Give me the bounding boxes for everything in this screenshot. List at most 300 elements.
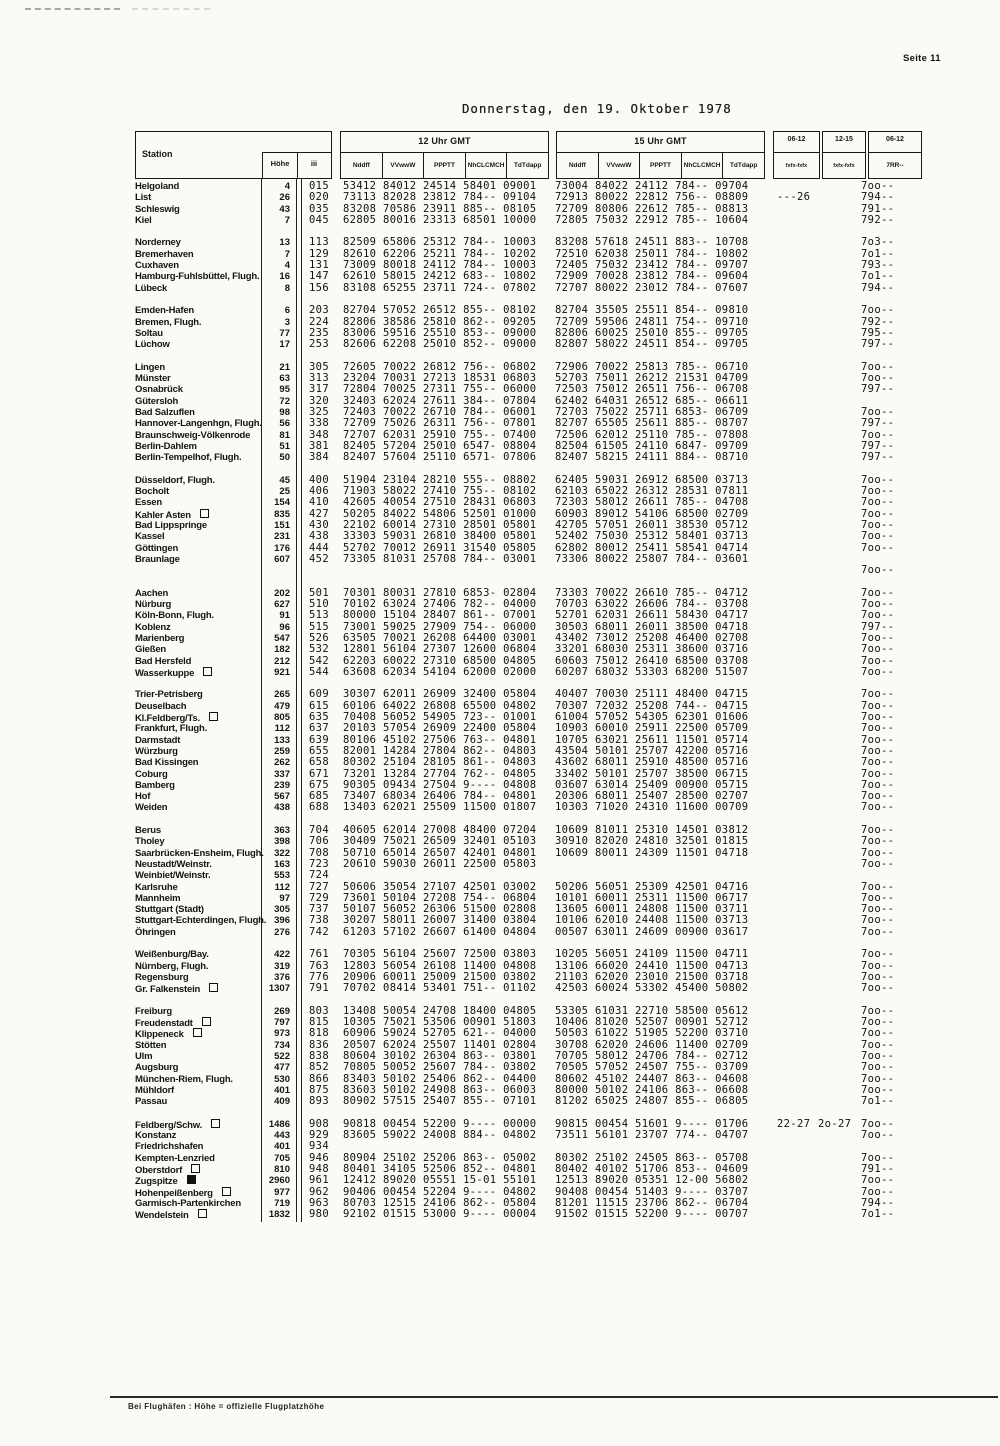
precip-7rr-value: 7oo-- xyxy=(861,1049,895,1062)
col-0612-label: 06-12 xyxy=(787,136,806,143)
table-row xyxy=(135,452,935,463)
station-name: Emden-Hafen xyxy=(135,305,195,317)
obs-12utc-groups: 80302 25104 28105 861-- 04803 xyxy=(343,756,537,769)
station-name: Köln-Bonn, Flugh. xyxy=(135,610,214,622)
gust-0612-value xyxy=(751,441,815,452)
precip-7rr-value: 7oo-- xyxy=(861,643,895,656)
station-height: 63 xyxy=(279,372,290,384)
station-name: Zugspitze xyxy=(135,1175,263,1187)
precip-7rr-value xyxy=(859,1141,917,1152)
station-height: 553 xyxy=(274,870,290,882)
table-row xyxy=(135,1141,935,1152)
gust-1215-value xyxy=(815,757,859,768)
precip-7rr-value: 7oo-- xyxy=(861,518,895,531)
station-number: 235 xyxy=(309,326,330,339)
obs-12utc-groups: 82001 14284 27804 862-- 04803 xyxy=(343,744,537,757)
station-height: 422 xyxy=(274,949,290,961)
obs-15utc-groups: 52402 75030 25312 58401 03713 xyxy=(555,530,749,543)
gust-1215-value xyxy=(815,1051,859,1062)
gust-1215-value xyxy=(815,452,859,463)
station-name: Bad Lippspringe xyxy=(135,519,207,531)
gust-0612-value xyxy=(751,983,815,995)
gust-1215-value xyxy=(815,1130,859,1141)
gust-0612-value: 22-27 xyxy=(777,1117,811,1130)
obs-12utc-groups: 23204 70031 27213 18531 06803 xyxy=(343,371,537,384)
header-station-box xyxy=(135,131,332,179)
station-height: 977 xyxy=(274,1186,290,1198)
obs-12utc-groups: 60106 64022 26808 65500 04802 xyxy=(343,699,537,712)
station-height: 98 xyxy=(279,406,290,418)
footer-note: Bei Flughäfen : Höhe = offizielle Flugplatzhöhe xyxy=(128,1402,325,1411)
gust-0612-value xyxy=(751,520,815,531)
station-name: Augsburg xyxy=(135,1062,179,1074)
gust-1215-value xyxy=(815,237,859,248)
station-number: 688 xyxy=(309,801,330,814)
station-number: 948 xyxy=(309,1162,330,1175)
gust-1215-value xyxy=(815,543,859,554)
station-height: 202 xyxy=(274,587,290,599)
obs-15utc-groups: 70307 72032 25208 744-- 04715 xyxy=(555,699,749,712)
obs-15utc-groups: 10609 80011 24309 11501 04718 xyxy=(555,846,749,859)
gust-1215-value xyxy=(815,192,859,203)
station-height: 567 xyxy=(274,791,290,803)
table-row xyxy=(135,1175,935,1186)
precip-7rr-value: 7oo-- xyxy=(861,1129,895,1141)
obs-15utc-groups: 52701 62031 26611 58430 04717 xyxy=(555,609,749,622)
gust-0612-value xyxy=(751,1062,815,1073)
precip-7rr-value: 7oo-- xyxy=(861,722,895,735)
obs-15utc-groups: 61004 57052 54305 62301 01606 xyxy=(555,710,749,723)
gust-1215-value xyxy=(815,746,859,757)
station-name: Koblenz xyxy=(135,621,171,633)
station-number: 020 xyxy=(309,191,330,204)
precip-7rr-value: 7oo-- xyxy=(861,925,895,938)
station-name: Berlin-Dahlem xyxy=(135,440,197,452)
gust-1215-value xyxy=(815,1096,859,1107)
precip-7rr-value: 7oo-- xyxy=(861,823,895,836)
sub-column-header: TdTdapp xyxy=(722,153,764,178)
sub-column-header: PPPTT xyxy=(639,153,681,178)
gust-1215-value xyxy=(815,486,859,497)
station-height: 56 xyxy=(279,418,290,430)
precip-7rr-value: 7oo-- xyxy=(861,688,895,701)
station-number: 776 xyxy=(309,970,330,983)
station-name: Bocholt xyxy=(135,485,169,497)
station-height: 26 xyxy=(279,192,290,204)
precip-7rr-value: 794-- xyxy=(861,191,895,204)
table-row xyxy=(135,859,935,870)
obs-12utc-groups: 50606 35054 27107 42501 03002 xyxy=(343,880,537,893)
obs-12utc-groups: 30409 75021 26509 32401 05103 xyxy=(343,835,537,848)
station-name: Freiburg xyxy=(135,1005,172,1017)
station-name: Deuselbach xyxy=(135,700,187,712)
precip-7rr-value: 7oo-- xyxy=(861,948,895,961)
open-square-icon xyxy=(211,1119,220,1128)
table-row xyxy=(135,802,935,813)
station-number: 929 xyxy=(309,1129,330,1141)
gust-1215-value xyxy=(815,961,859,972)
station-height: 276 xyxy=(274,926,290,938)
gust-0612-value xyxy=(751,656,815,667)
obs-12utc-groups: 70102 63024 27406 782-- 04000 xyxy=(343,597,537,610)
obs-12utc-groups: 73407 68034 26406 784-- 04801 xyxy=(343,790,537,803)
gust-1215-value xyxy=(815,769,859,780)
station-height: 3 xyxy=(284,316,290,328)
obs-12utc-groups: 20103 57054 26909 22400 05804 xyxy=(343,722,537,735)
station-number: 980 xyxy=(309,1208,330,1221)
station-height: 239 xyxy=(274,779,290,791)
precip-7rr-value: 7oo-- xyxy=(861,405,895,418)
station-name: Neustadt/Weinstr. xyxy=(135,858,212,870)
station-name: Cuxhaven xyxy=(135,260,179,272)
station-number: 875 xyxy=(309,1083,330,1096)
sub-column-header: NhCLCMCH xyxy=(465,153,507,178)
obs-12utc-groups: 80703 12515 24106 862-- 05804 xyxy=(343,1196,537,1209)
station-height: 50 xyxy=(279,452,290,464)
station-group xyxy=(135,305,935,350)
station-name: Mannheim xyxy=(135,892,181,904)
station-name: Friedrichshafen xyxy=(135,1141,204,1153)
station-name: Stuttgart (Stadt) xyxy=(135,904,204,916)
obs-12utc-groups: 42605 40054 27510 28431 06803 xyxy=(343,496,537,509)
station-number: 655 xyxy=(309,744,330,757)
station-number: 317 xyxy=(309,383,330,396)
table-row xyxy=(135,1209,935,1220)
precip-7rr-value: 791-- xyxy=(861,202,895,215)
obs-15utc-groups: 52703 75011 26212 21531 04709 xyxy=(555,371,749,384)
station-number: 147 xyxy=(309,270,330,283)
obs-12utc-groups: 80902 57515 25407 855-- 07101 xyxy=(343,1095,537,1108)
gust-1215-value xyxy=(815,1153,859,1164)
station-name: Nürburg xyxy=(135,598,172,610)
precip-7rr-value: 7oo-- xyxy=(861,959,895,972)
table-row xyxy=(135,757,935,768)
gust-0612-value xyxy=(751,723,815,734)
station-name: Berus xyxy=(135,824,161,836)
station-height: 2960 xyxy=(268,1175,290,1187)
station-name: Weißenburg/Bay. xyxy=(135,949,209,961)
obs-15utc-groups: 50206 56051 25309 42501 04716 xyxy=(555,880,749,893)
7rr-label: 7RR-- xyxy=(886,162,904,170)
station-height: 322 xyxy=(274,847,290,859)
table-row xyxy=(135,870,935,881)
obs-12utc-groups: 61203 57102 26607 61400 04804 xyxy=(343,925,537,938)
station-name: Feldberg/Schw. xyxy=(135,1119,263,1131)
obs-12utc-groups: 80106 45102 27506 763-- 04801 xyxy=(343,733,537,746)
station-height: 530 xyxy=(274,1073,290,1085)
gust-0612-value xyxy=(751,1006,815,1017)
station-name: Essen xyxy=(135,497,162,509)
station-name: Weinbiet/Weinstr. xyxy=(135,870,211,882)
station-height: 398 xyxy=(274,836,290,848)
station-number: 129 xyxy=(309,247,330,260)
station-height: 401 xyxy=(274,1084,290,1096)
gust-0612-value xyxy=(751,836,815,847)
precip-7rr-value: 7oo-- xyxy=(861,360,895,373)
open-square-icon xyxy=(193,1028,202,1037)
col-1215-label: 12-15 xyxy=(835,136,853,143)
gust-1215-value xyxy=(815,633,859,644)
open-square-icon xyxy=(198,1209,207,1218)
precip-7rr-value: 7o1-- xyxy=(861,247,895,260)
precip-7rr-value: 7oo-- xyxy=(861,609,895,622)
obs-12utc-groups: 83603 50102 24908 863-- 06003 xyxy=(343,1083,537,1096)
station-number: 963 xyxy=(309,1196,330,1209)
gust-0612-value xyxy=(751,588,815,599)
open-square-icon xyxy=(209,712,218,721)
precip-7rr-value: 7o1-- xyxy=(861,270,895,283)
gust-1215-value xyxy=(815,1141,859,1152)
gust-0612-value xyxy=(751,915,815,926)
obs-12utc-groups: 90305 09434 27504 9---- 04808 xyxy=(343,778,537,791)
gust-0612-value xyxy=(751,972,815,983)
station-number: 724 xyxy=(309,869,330,882)
precip-7rr-value: 7oo-- xyxy=(861,564,895,577)
station-number: 934 xyxy=(309,1140,330,1153)
gust-1215-value xyxy=(815,430,859,441)
gust-0612-value xyxy=(751,543,815,554)
sub-column-header: NhCLCMCH xyxy=(681,153,723,178)
station-height: 51 xyxy=(279,440,290,452)
obs-12utc-groups: 53412 84012 24514 58401 09001 xyxy=(343,180,537,192)
gust-0612-value xyxy=(751,735,815,746)
obs-12utc-groups: 82606 62208 25010 852-- 09000 xyxy=(343,338,537,351)
obs-15utc-groups: 80302 25102 24505 863-- 05708 xyxy=(555,1151,749,1164)
station-number: 438 xyxy=(309,530,330,543)
station-number: 639 xyxy=(309,733,330,746)
station-height: 151 xyxy=(274,519,290,531)
station-name: Saarbrücken-Ensheim, Flugh. xyxy=(135,847,264,859)
station-number: 723 xyxy=(309,857,330,870)
gust-0612-value xyxy=(751,848,815,859)
station-name: Helgoland xyxy=(135,181,180,192)
station-height: 25 xyxy=(279,485,290,497)
table-row xyxy=(135,610,935,621)
station-name: Soltau xyxy=(135,327,163,339)
obs-15utc-groups: 72703 75022 25711 6853- 06709 xyxy=(555,405,749,418)
precip-7rr-value: 7oo-- xyxy=(861,1061,895,1074)
obs-15utc-groups: 30503 68011 26011 38500 04718 xyxy=(555,620,749,633)
obs-12utc-groups: 80401 34105 52506 852-- 04801 xyxy=(343,1162,537,1175)
precip-7rr-value: 7oo-- xyxy=(861,778,895,791)
gust-0612-value xyxy=(751,362,815,373)
table-row xyxy=(135,1130,935,1141)
gust-0612-value xyxy=(751,418,815,429)
sub-row-12 xyxy=(341,153,548,178)
obs-15utc-groups: 70703 63022 26606 784-- 03708 xyxy=(555,597,749,610)
gust-0612-value xyxy=(751,927,815,938)
precip-7rr-value: 7oo-- xyxy=(861,541,895,554)
gust-0612-value xyxy=(751,215,815,226)
obs-12utc-groups: 72403 70022 26710 784-- 06001 xyxy=(343,405,537,418)
gust-0612-value xyxy=(751,1040,815,1051)
precip-7rr-value: 797-- xyxy=(861,620,895,633)
station-height: 477 xyxy=(274,1062,290,1074)
table-row xyxy=(135,667,935,678)
precip-7rr-value: 7oo-- xyxy=(861,428,895,441)
page-number: Seite 11 xyxy=(903,53,941,64)
station-number: 706 xyxy=(309,835,330,848)
precip-7rr-value: 7oo-- xyxy=(861,914,895,927)
station-height: 973 xyxy=(274,1028,290,1040)
station-number: 738 xyxy=(309,914,330,927)
station-height: 835 xyxy=(274,508,290,520)
obs-12utc-groups: 73201 13284 27704 762-- 04805 xyxy=(343,767,537,780)
obs-15utc-groups: 82504 61505 24110 6847- 09709 xyxy=(555,439,749,452)
obs-15utc-groups xyxy=(555,565,751,576)
precip-7rr-value: 7oo-- xyxy=(861,654,895,667)
station-height: 810 xyxy=(274,1163,290,1175)
gust-1215-value xyxy=(815,441,859,452)
obs-15utc-groups: 10205 56051 24109 11500 04711 xyxy=(555,948,749,961)
obs-15utc-groups: 62103 65022 26312 28531 07811 xyxy=(555,484,749,497)
gust-0612-value xyxy=(751,407,815,418)
station-height: 259 xyxy=(274,745,290,757)
table-row xyxy=(135,215,935,226)
obs-12utc-groups: 83006 59516 25510 853-- 09000 xyxy=(343,326,537,339)
gust-0612-value xyxy=(751,339,815,350)
station-height: 8 xyxy=(284,282,290,294)
obs-15utc-groups: 81202 65025 24807 855-- 06805 xyxy=(555,1095,749,1108)
station-name: Kempten-Lenzried xyxy=(135,1152,215,1164)
precip-7rr-value: 797-- xyxy=(861,383,895,396)
station-height xyxy=(263,565,296,576)
station-group xyxy=(135,475,935,577)
gust-1215-value xyxy=(815,1209,859,1221)
obs-12utc-groups: 20906 60011 25009 21500 03802 xyxy=(343,970,537,983)
station-name: Gr. Falkenstein xyxy=(135,983,263,995)
open-square-icon xyxy=(222,1187,231,1196)
station-height: 4 xyxy=(284,260,290,272)
gust-1215-value xyxy=(815,362,859,373)
station-height: 4 xyxy=(284,181,290,192)
obs-15utc-groups: 83208 57618 24511 883-- 10708 xyxy=(555,236,749,249)
fxfx-label: fxfx-fxfx xyxy=(785,162,808,169)
gust-1215-value xyxy=(815,475,859,486)
obs-15utc-groups: 60603 75012 26410 68500 03708 xyxy=(555,654,749,667)
station-number: 704 xyxy=(309,823,330,836)
station-name: Freudenstadt xyxy=(135,1017,263,1029)
obs-15utc-groups: 72503 75012 26511 756-- 06708 xyxy=(555,383,749,396)
station-name: Nürnberg, Flugh. xyxy=(135,960,209,972)
gust-0612-value xyxy=(751,859,815,870)
precip-7rr-value: 793-- xyxy=(861,259,895,272)
gust-0612-value xyxy=(751,497,815,508)
station-height: 479 xyxy=(274,700,290,712)
station-column-header: Station xyxy=(142,149,173,159)
station-name: Karlsruhe xyxy=(135,881,178,893)
station-name: Tholey xyxy=(135,836,165,848)
station-name: Kassel xyxy=(135,531,165,543)
station-number: 838 xyxy=(309,1049,330,1062)
station-height: 182 xyxy=(274,644,290,656)
gust-1215-value xyxy=(815,848,859,859)
obs-12utc-groups: 92102 01515 53000 9---- 00004 xyxy=(343,1208,537,1221)
gust-1215-value xyxy=(815,802,859,813)
open-square-icon xyxy=(202,1017,211,1026)
station-number: 532 xyxy=(309,643,330,656)
station-name: Bad Hersfeld xyxy=(135,655,192,667)
station-height: 547 xyxy=(274,632,290,644)
gust-1215-value xyxy=(815,520,859,531)
gust-0612-value xyxy=(751,1096,815,1107)
obs-12utc-groups: 22102 60014 27310 28501 05801 xyxy=(343,518,537,531)
station-name: Frankfurt, Flugh. xyxy=(135,723,208,735)
gust-1215-value xyxy=(815,283,859,294)
header-0612-box xyxy=(773,131,820,179)
obs-12utc-groups xyxy=(343,565,555,576)
obs-15utc-groups: 73306 80022 25807 784-- 03601 xyxy=(555,552,749,565)
station-height: 212 xyxy=(274,655,290,667)
precip-7rr-value: 797-- xyxy=(861,451,895,464)
obs-12utc-groups: 80000 15104 28407 861-- 07001 xyxy=(343,609,537,622)
weather-table-body xyxy=(135,181,935,1232)
station-number: 526 xyxy=(309,631,330,644)
station-height: 7 xyxy=(284,248,290,260)
obs-12utc-groups: 73009 80018 24112 784-- 10003 xyxy=(343,259,537,272)
obs-15utc-groups: 90408 00454 51403 9---- 03707 xyxy=(555,1185,749,1198)
table-row xyxy=(135,271,935,282)
gust-1215-value xyxy=(815,780,859,791)
gust-1215-value xyxy=(815,317,859,328)
obs-12utc-groups: 73113 82028 23812 784-- 09104 xyxy=(343,191,537,204)
obs-12utc-groups: 80904 25102 25206 863-- 05002 xyxy=(343,1151,537,1164)
station-number: 737 xyxy=(309,903,330,916)
table-row xyxy=(135,497,935,508)
obs-12utc-groups: 82610 62206 25211 784-- 10202 xyxy=(343,247,537,260)
station-name: München-Riem, Flugh. xyxy=(135,1073,233,1085)
precip-7rr-value: 7oo-- xyxy=(861,790,895,803)
station-name: Regensburg xyxy=(135,971,189,983)
obs-15utc-groups: 62402 64031 26512 685-- 06611 xyxy=(555,394,749,407)
obs-12utc-groups: 62203 60022 27310 68500 04805 xyxy=(343,654,537,667)
station-name: Lübeck xyxy=(135,282,168,294)
gust-1215-value xyxy=(815,915,859,926)
gust-0612-value xyxy=(751,961,815,972)
sub-column-header: VVwwW xyxy=(598,153,640,178)
obs-15utc-groups: 33201 68030 25311 38600 03716 xyxy=(555,643,749,656)
filled-square-icon xyxy=(187,1175,196,1184)
open-square-icon xyxy=(209,983,218,992)
precip-7rr-value: 7oo-- xyxy=(861,371,895,384)
obs-15utc-groups: 60903 89012 54106 68500 02709 xyxy=(555,507,749,520)
station-name: Braunschweig-Völkenrode xyxy=(135,429,251,441)
precip-7rr-value: 7oo-- xyxy=(861,180,895,192)
gust-1215-value xyxy=(815,599,859,610)
gust-1215-value xyxy=(815,610,859,621)
station-name: Bremen, Flugh. xyxy=(135,316,202,328)
station-height: 376 xyxy=(274,971,290,983)
obs-15utc-groups: 10406 81020 52507 00901 52712 xyxy=(555,1016,749,1028)
precip-7rr-value: 7oo-- xyxy=(861,1117,895,1130)
gust-0612-value xyxy=(751,475,815,486)
obs-15utc-groups: 72909 70028 23812 784-- 09604 xyxy=(555,270,749,283)
precip-7rr-value: 794-- xyxy=(861,281,895,294)
obs-15utc-groups: 53305 61031 22710 58500 05612 xyxy=(555,1004,749,1017)
station-name: Schleswig xyxy=(135,203,180,215)
station-name: Hof xyxy=(135,791,151,803)
station-height: 43 xyxy=(279,203,290,215)
station-height: 112 xyxy=(274,723,290,735)
station-name: Kl.Feldberg/Ts. xyxy=(135,712,263,724)
gust-0612-value: ---26 xyxy=(777,191,811,204)
station-name xyxy=(135,565,263,576)
station-height: 805 xyxy=(274,711,290,723)
obs-15utc-groups: 43602 68011 25910 48500 05716 xyxy=(555,756,749,769)
gust-1215-value xyxy=(815,384,859,395)
station-group xyxy=(135,1006,935,1108)
station-height: 231 xyxy=(274,531,290,543)
